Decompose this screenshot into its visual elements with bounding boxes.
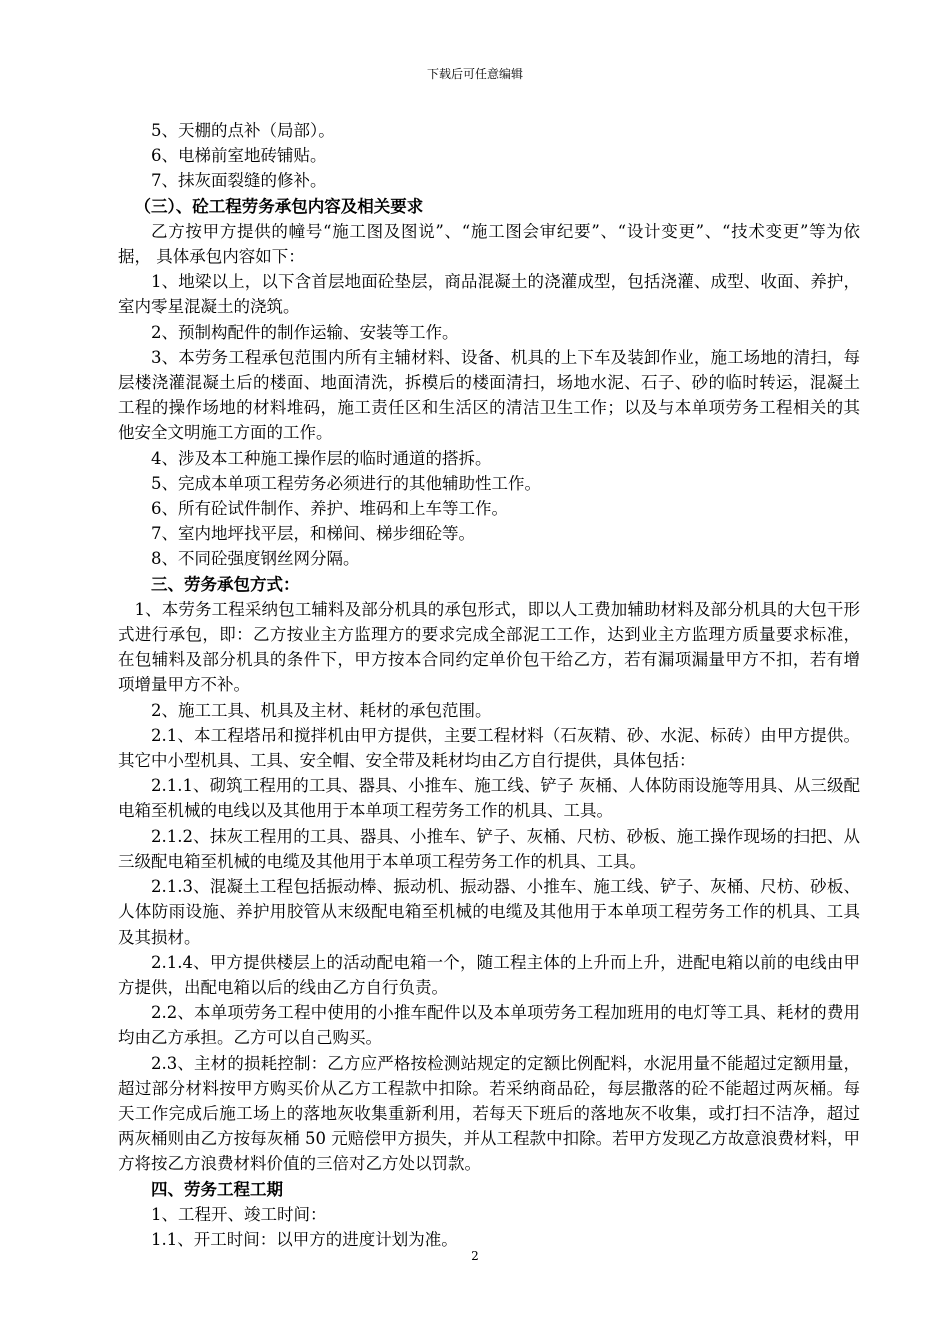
paragraph: 2.1.4、甲方提供楼层上的活动配电箱一个，随工程主体的上升而上升，进配电箱以前的电线由甲方提供，出配电箱以后的线由乙方自行负责。 — [118, 952, 860, 997]
list-item: 4、涉及本工种施工操作层的临时通道的搭拆。 — [151, 448, 492, 468]
paragraph: 2.2、本单项劳务工程中使用的小推车配件以及本单项劳务工程加班用的电灯等工具、耗材的费用均由乙方承担。乙方可以自己购买。 — [118, 1003, 860, 1048]
list-item: 1、工程开、竣工时间： — [151, 1204, 327, 1224]
section-heading: 四、劳务工程工期 — [151, 1179, 283, 1199]
list-item: 7、室内地坪找平层，和梯间、梯步细砼等。 — [151, 524, 475, 544]
page-number: 2 — [471, 1249, 479, 1263]
list-item: 3、本劳务工程承包范围内所有主辅材料、设备、机具的上下车及装卸作业，施工场地的清扫，每层楼浇灌混凝土后的楼面、地面清洗，拆模后的楼面清扫，场地水泥、石子、砂的临时转运，混凝土工程的操作场地的材料堆码，施工责任区和生活区的清洁卫生工作；以及与本单项劳务工程相关的其他安全文明施工方面的工作。 — [118, 347, 860, 443]
list-item: 1.1、开工时间：以甲方的进度计划为准。 — [151, 1229, 458, 1249]
paragraph: 1、本劳务工程采纳包工辅料及部分机具的承包形式，即以人工费加辅助材料及部分机具的大包干形式进行承包，即：乙方按业主方监理方的要求完成全部泥工工作，达到业主方监理方质量要求标准，在包辅料及部分机具的条件下，甲方按本合同约定单价包干给乙方，若有漏项漏量甲方不扣，若有增项增量甲方不补。 — [118, 599, 860, 695]
list-item: 8、不同砼强度钢丝网分隔。 — [151, 549, 360, 569]
list-item: 2、预制构配件的制作运输、安装等工作。 — [151, 322, 459, 342]
paragraph: 2.1、本工程塔吊和搅拌机由甲方提供，主要工程材料（石灰精、砂、水泥、标砖）由甲方提供。其它中小型机具、工具、安全帽、安全带及耗材均由乙方自行提供，具体包括： — [118, 725, 860, 771]
page-header: 下载后可任意编辑 — [426, 67, 523, 81]
list-item: 6、所有砼试件制作、养护、堆码和上车等工作。 — [151, 499, 508, 519]
paragraph: 2.1.2、抹灰工程用的工具、器具、小推车、铲子、灰桶、尺枋、砂板、施工操作现场的扫把、从三级配电箱至机械的电缆及其他用于本单项工程劳务工作的机具、工具。 — [118, 826, 860, 871]
list-item: 5、天棚的点补（局部）。 — [151, 121, 335, 140]
list-item: 1、地梁以上，以下含首层地面砼垫层，商品混凝土的浇灌成型，包括浇灌、成型、收面、养护，室内零星混凝土的浇筑。 — [118, 272, 860, 317]
paragraph: 2.1.1、砌筑工程用的工具、器具、小推车、施工线、铲子 灰桶、人体防雨设施等用具、从三级配电箱至机械的电线以及其他用于本单项工程劳务工作的机具、工具。 — [118, 776, 860, 821]
section-heading: （三）、砼工程劳务承包内容及相关要求 — [134, 196, 424, 216]
section-heading: 三、劳务承包方式： — [151, 574, 300, 594]
paragraph: 2.1.3、混凝土工程包括振动棒、振动机、振动器、小推车、施工线、铲子、灰桶、尺枋、砂板、人体防雨设施、养护用胶管从末级配电箱至机械的电缆及其他用于本单项工程劳务工作的机具、工具及其损材。 — [118, 877, 860, 947]
list-item: 2、施工工具、机具及主材、耗材的承包范围。 — [151, 700, 492, 720]
list-item: 5、完成本单项工程劳务必须进行的其他辅助性工作。 — [151, 473, 541, 493]
document-body — [118, 118, 860, 1252]
paragraph: 2.3、主材的损耗控制：乙方应严格按检测站规定的定额比例配料，水泥用量不能超过定额用量，超过部分材料按甲方购买价从乙方工程款中扣除。若采纳商品砼，每层撒落的砼不能超过两灰桶。每天工作完成后施工场上的落地灰收集重新利用，若每天下班后的落地灰不收集，或打扫不洁净，超过两灰桶则由乙方按每灰桶 50 元赔偿甲方损失，并从工程款中扣除。若甲方发现乙方故意浪费材料，甲方将按乙方浪费材料价值的三倍对乙方处以罚款。 — [118, 1053, 860, 1174]
paragraph: 乙方按甲方提供的幢号“施工图及图说”、“施工图会审纪要”、“设计变更”、“技术变更”等为依据， 具体承包内容如下： — [118, 221, 860, 267]
list-item: 6、电梯前室地砖铺贴。 — [151, 146, 327, 166]
list-item: 7、抹灰面裂缝的修补。 — [151, 171, 327, 191]
